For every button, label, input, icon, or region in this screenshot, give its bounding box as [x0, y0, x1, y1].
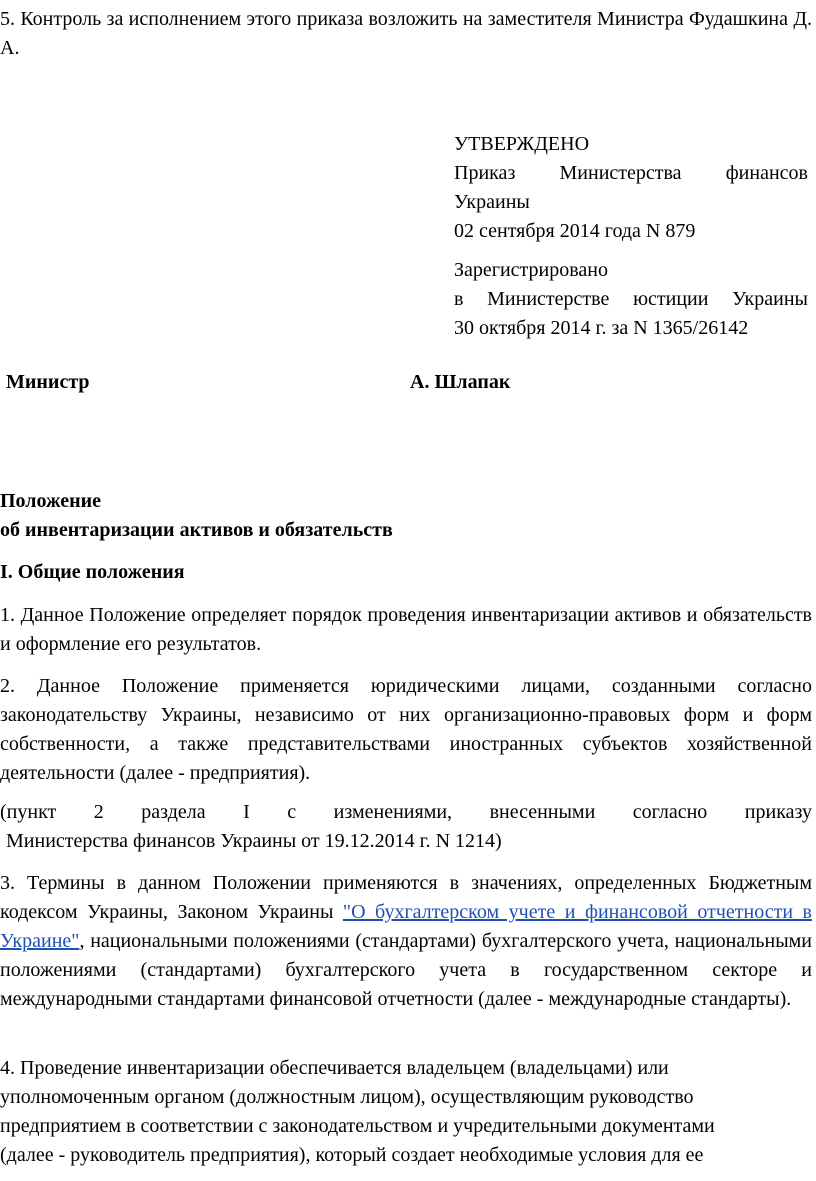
- paragraph-3-text-before: 3. Термины в данном Положении применяются в значениях, определенных Бюджетным кодексом Украины, Законом Украины: [0, 872, 812, 923]
- amendment-note-line2: Министерства финансов Украины от 19.12.2014 г. N 1214): [6, 830, 502, 852]
- law-link[interactable]: "О бухгалтерском учете и финансовой отчетности в Украине": [0, 901, 812, 952]
- paragraph-2: 2. Данное Положение применяется юридическими лицами, созданными согласно законодательству Украины, независимо от них организационно-правовых форм и форм собственности, а также представительствами иностранных субъектов хозяйственной деятельности (далее - предприятия).: [0, 675, 812, 784]
- paragraph-4-line2: уполномоченным органом (должностным лицом), осуществляющим руководство: [0, 1086, 694, 1108]
- amendment-note-line1: (пункт 2 раздела I с изменениями, внесенными согласно приказу: [0, 801, 812, 823]
- registration-number: 30 октября 2014 г. за N 1365/26142: [454, 317, 749, 339]
- approval-block: [454, 130, 808, 246]
- paragraph-4-line1: 4. Проведение инвентаризации обеспечивается владельцем (владельцами) или: [0, 1057, 669, 1079]
- paragraph-3-text-after: , национальными положениями (стандартами) бухгалтерского учета, национальными положениями (стандартами) бухгалтерского учета в государственном секторе и международными стандартами финансовой отчетности (далее - международные стандарты).: [0, 930, 812, 1010]
- approval-order-date: 02 сентября 2014 года N 879: [454, 220, 696, 242]
- document-title: [0, 487, 812, 545]
- paragraph-4-line3: предприятием в соответствии с законодательством и учредительными документами: [0, 1115, 715, 1137]
- paragraph-1: 1. Данное Положение определяет порядок проведения инвентаризации активов и обязательств и оформление его результатов.: [0, 604, 812, 655]
- paragraph-5: 5. Контроль за исполнением этого приказа возложить на заместителя Министра Фудашкина Д. А.: [0, 8, 812, 59]
- paragraph-4-line4: (далее - руководитель предприятия), который создает необходимые условия для ее: [0, 1144, 704, 1166]
- document-title-line1: Положение: [0, 490, 102, 512]
- paragraph-3: [0, 869, 812, 1014]
- registration-title: Зарегистрировано: [454, 259, 609, 281]
- amendment-note: [0, 798, 812, 856]
- paragraph-4: [0, 1054, 812, 1170]
- signature-name: А. Шлапак: [410, 371, 511, 393]
- approval-order-line1: Приказ Министерства финансов Украины: [454, 162, 808, 213]
- registration-block: [454, 256, 808, 343]
- signature-position: Министр: [6, 371, 90, 393]
- section-heading: I. Общие положения: [0, 561, 185, 583]
- document-title-line2: об инвентаризации активов и обязательств: [0, 519, 393, 541]
- approval-title: УТВЕРЖДЕНО: [454, 133, 590, 155]
- registration-ministry: в Министерстве юстиции Украины: [454, 288, 808, 310]
